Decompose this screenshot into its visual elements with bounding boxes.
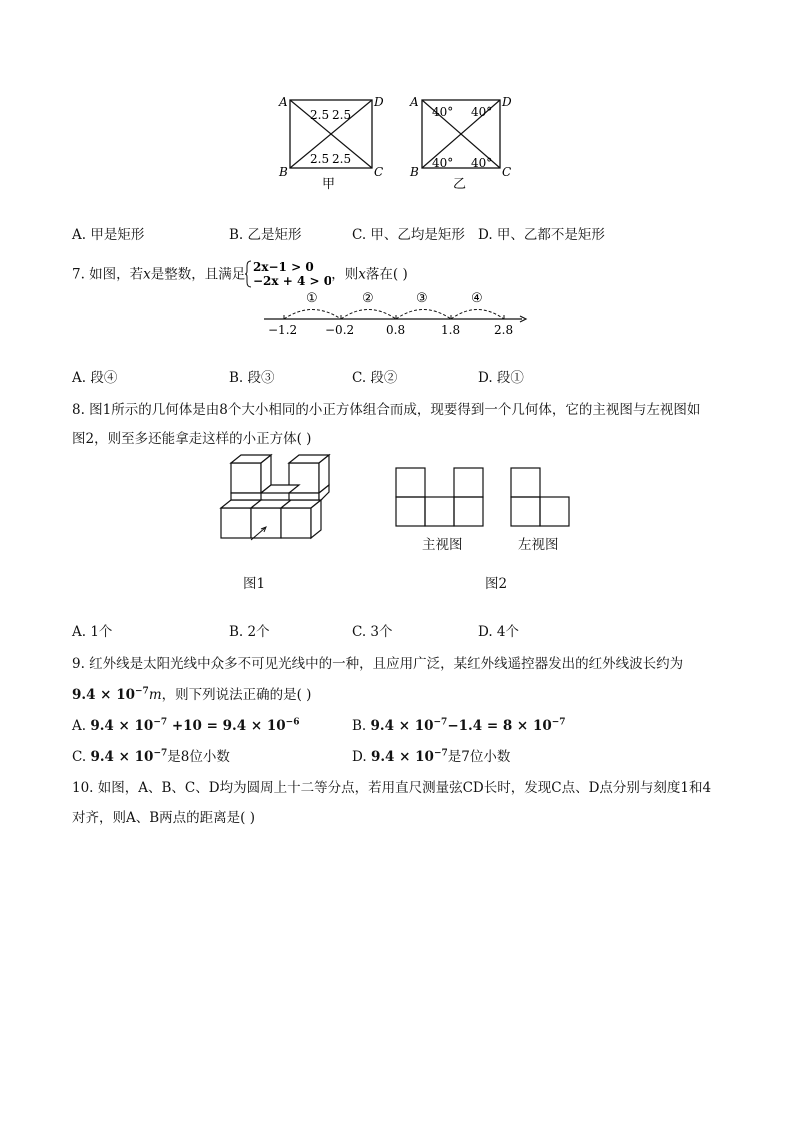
tick-label-5: 2.8: [494, 323, 514, 337]
yi-angle-4: 40°: [471, 156, 493, 170]
segment-4-label: ④: [471, 291, 483, 306]
q10-stem-line2: 对齐，则A、B两点的距离是( ): [72, 810, 255, 826]
yi-label-b: B: [410, 165, 419, 179]
q6-option-d: D. 甲、乙都不是矩形: [478, 227, 605, 243]
q10-stem-line1: 10. 如图，A、B、C、D均为圆周上十二等分点，若用直尺测量弦CD长时，发现C点、D点分别与刻度1和4: [72, 780, 712, 796]
jia-caption: 甲: [322, 177, 336, 192]
jia-val-tl: 2.5: [310, 108, 330, 122]
q6-figure: [270, 88, 530, 198]
jia-val-bl: 2.5: [310, 152, 330, 166]
front-view-label: 主视图: [422, 537, 463, 553]
q8-stem-line2: 图2，则至多还能拿走这样的小正方体( ): [72, 431, 312, 447]
left-view-grid: [511, 468, 569, 526]
q8-option-b: B. 2个: [229, 624, 270, 640]
yi-angle-2: 40°: [471, 105, 493, 119]
q9-option-b: B. $9.4 \times 10^{-7}-1.4 = 8 \times 10^{-7}$: [352, 717, 566, 734]
q8-figure-2: [390, 462, 580, 532]
front-view-grid: [396, 468, 483, 526]
jia-val-tr: 2.5: [332, 108, 352, 122]
yi-angle-1: 40°: [432, 105, 454, 119]
yi-angle-3: 40°: [432, 156, 454, 170]
yi-label-c: C: [502, 165, 512, 179]
jia-label-b: B: [279, 165, 288, 179]
yi-label-d: D: [502, 95, 512, 109]
jia-label-d: D: [374, 95, 384, 109]
q7-stem: 7. 如图，若x是整数，且满足 2x−1 > 0 −2x + 4 > 0 ，则x落在( ): [72, 260, 408, 288]
rectangle-jia: [278, 95, 384, 192]
q8-option-d: D. 4个: [478, 624, 520, 640]
q9-option-c: C. $9.4 \times 10^{-7}$是8位小数: [72, 748, 230, 765]
q9-option-a: A. $9.4 \times 10^{-7} +10 = 9.4 \times 10^{-6}$: [72, 717, 300, 734]
q6-option-a: A. 甲是矩形: [72, 227, 145, 243]
tick-label-4: 1.8: [441, 323, 461, 337]
q7-option-d: D. 段①: [478, 370, 524, 386]
q9-stem-line1: 9. 红外线是太阳光线中众多不可见光线中的一种，且应用广泛，某红外线遥控器发出的红外线波长约为: [72, 656, 684, 672]
rectangle-yi: [409, 95, 512, 192]
tick-label-2: −0.2: [325, 323, 355, 337]
inequality-system: [245, 259, 331, 289]
segment-2-label: ②: [362, 291, 374, 306]
q8-option-c: C. 3个: [352, 624, 393, 640]
fig2-caption: 图2: [485, 576, 508, 592]
q7-option-a: A. 段④: [72, 370, 118, 386]
number-line: [262, 288, 532, 340]
segment-3-label: ③: [416, 291, 428, 306]
inequality-1: 2x−1 > 0: [253, 260, 314, 274]
q9-option-d: D. $9.4 \times 10^{-7}$是7位小数: [352, 748, 511, 765]
q7-option-c: C. 段②: [352, 370, 398, 386]
tick-marks: [284, 315, 504, 319]
q9-stem-line2: $9.4 \times 10^{-7}m$，则下列说法正确的是( ): [72, 686, 312, 703]
jia-label-a: A: [279, 95, 288, 109]
q8-figure-1: [215, 452, 345, 547]
segment-1-label: ①: [306, 291, 318, 306]
q8-option-a: A. 1个: [72, 624, 113, 640]
tick-label-3: 0.8: [386, 323, 406, 337]
q6-option-c: C. 甲、乙均是矩形: [352, 227, 465, 243]
q6-option-b: B. 乙是矩形: [229, 227, 302, 243]
left-view-label: 左视图: [518, 537, 559, 553]
tick-label-1: −1.2: [268, 323, 298, 337]
yi-label-a: A: [410, 95, 419, 109]
q8-stem-line1: 8. 图1所示的几何体是由8个大小相同的小正方体组合而成，现要得到一个几何体，它的主视图与左视图如: [72, 402, 701, 418]
inequality-2: −2x + 4 > 0: [253, 274, 332, 288]
jia-val-br: 2.5: [332, 152, 352, 166]
jia-label-c: C: [374, 165, 384, 179]
dashed-arcs: [284, 310, 504, 320]
fig1-caption: 图1: [243, 576, 266, 592]
q7-option-b: B. 段③: [229, 370, 275, 386]
yi-caption: 乙: [453, 177, 467, 192]
